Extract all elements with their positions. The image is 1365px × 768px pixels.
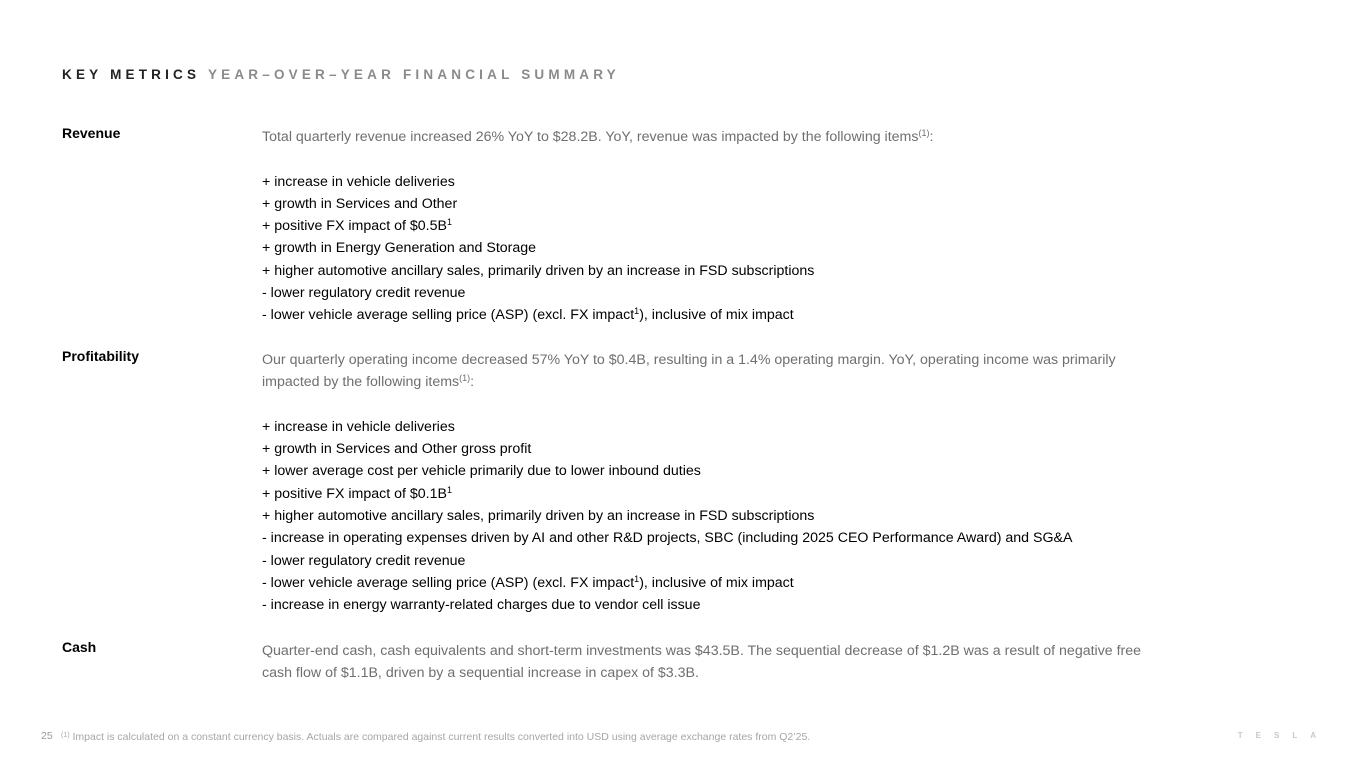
header-subtitle: YEAR–OVER–YEAR FINANCIAL SUMMARY: [207, 67, 620, 82]
revenue-items-list: [262, 171, 1167, 327]
page-number: 25: [41, 730, 53, 742]
page-footer: [0, 730, 1365, 750]
section-body-profitability: [262, 349, 1167, 617]
section-label-profitability: Profitability: [62, 348, 140, 364]
list-item: + positive FX impact of $\$0.1B^1$: [262, 484, 452, 502]
list-item: + increase in vehicle deliveries: [262, 173, 455, 190]
cash-intro: Quarter-end cash, cash equivalents and short-term investments was $43.5B. The sequential decrease of $1.2B was a result of negative free cash flow of $1.1B, driven by a sequential increase in capex of $3.3B.: [262, 643, 1142, 682]
list-item: - increase in energy warranty-related charges due to vendor cell issue: [262, 597, 701, 614]
page-header: [62, 67, 620, 82]
section-label-cash: Cash: [62, 639, 97, 655]
list-item: + higher automotive ancillary sales, primarily driven by an increase in FSD subscriptions: [262, 262, 815, 279]
list-item: - lower regulatory credit revenue: [262, 285, 466, 302]
section-label-revenue: Revenue: [62, 125, 121, 141]
list-item: + growth in Energy Generation and Storage: [262, 240, 537, 257]
section-body-revenue: [262, 126, 1167, 327]
header-key-metrics: KEY METRICS: [62, 67, 201, 82]
tesla-logo: TESLA: [1237, 731, 1329, 740]
list-item: - increase in operating expenses driven by AI and other R&D projects, SBC (including 2025 CEO Performance Award) and SG&A: [262, 530, 1073, 547]
profitability-items-list: [262, 416, 1167, 617]
list-item: - lower regulatory credit revenue: [262, 552, 466, 569]
list-item: - lower vehicle average selling price (ASP) (excl. FX impact$^1$), inclusive of mix impact: [262, 573, 794, 591]
list-item: + lower average cost per vehicle primarily due to lower inbound duties: [262, 463, 701, 480]
footnote: $^{(1)}$ Impact is calculated on a constant currency basis. Actuals are compared against current results converted into USD using average exchange rates from Q2’25.: [61, 731, 811, 743]
list-item: + higher automotive ancillary sales, primarily driven by an increase in FSD subscriptions: [262, 508, 815, 525]
list-item: + growth in Services and Other: [262, 195, 458, 212]
profitability-intro: Our quarterly operating income decreased 57% YoY to $0.4B, resulting in a 1.4% operating margin. YoY, operating income was primarily impacted by the following items$^{(1)}$:: [262, 352, 1116, 391]
revenue-intro: Total quarterly revenue increased 26% YoY to $28.2B. YoY, revenue was impacted by the following items$^{(1)}$:: [262, 128, 934, 145]
list-item: + increase in vehicle deliveries: [262, 418, 455, 435]
list-item: + positive FX impact of $\$0.5B^1$: [262, 217, 452, 235]
section-body-cash: [262, 640, 1167, 685]
list-item: + growth in Services and Other gross profit: [262, 441, 532, 458]
list-item: - lower vehicle average selling price (ASP) (excl. FX impact$^1$), inclusive of mix impact: [262, 306, 794, 324]
